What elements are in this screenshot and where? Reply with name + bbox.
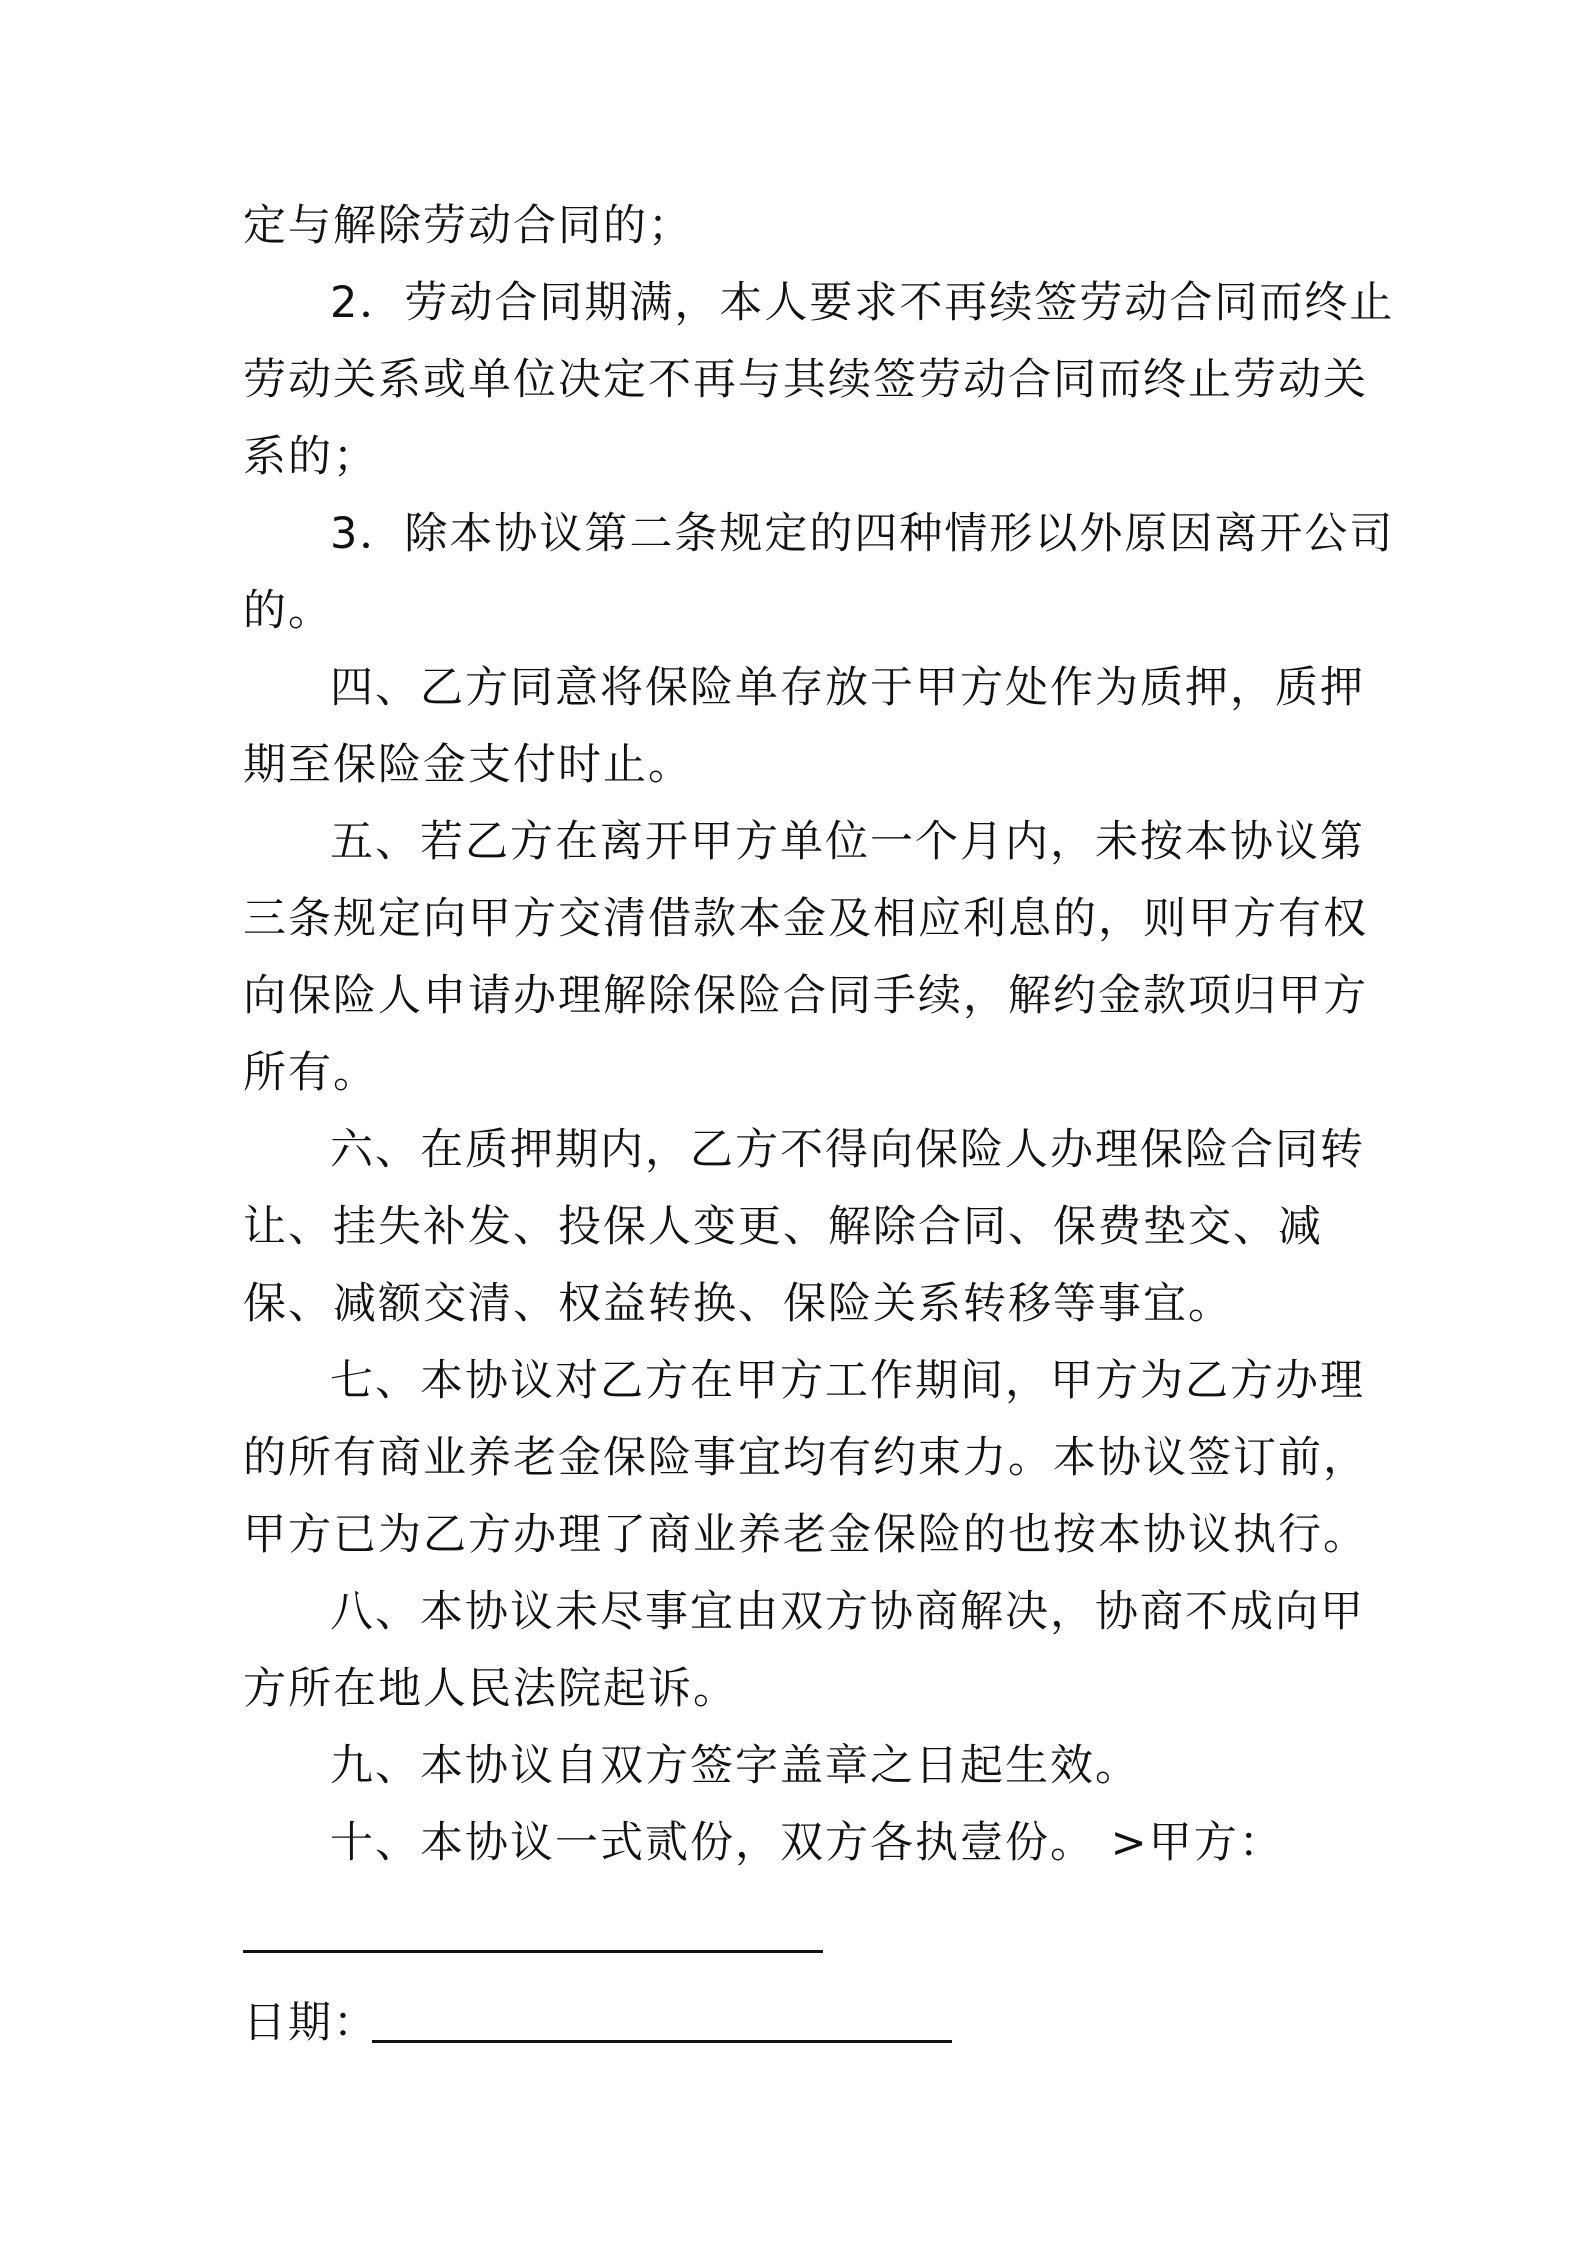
- text-line: 三条规定向甲方交清借款本金及相应利息的，则甲方有权: [243, 894, 1368, 944]
- text-line: 五、若乙方在离开甲方单位一个月内，未按本协议第: [330, 817, 1365, 867]
- text-line: 八、本协议未尽事宜由双方协商解决，协商不成向甲: [330, 1587, 1365, 1637]
- date-label: 日期：: [243, 1998, 378, 2048]
- text-line: 劳动关系或单位决定不再与其续签劳动合同而终止劳动关: [243, 355, 1368, 405]
- text-line: 六、在质押期内，乙方不得向保险人办理保险合同转: [330, 1125, 1365, 1175]
- text-line: 定与解除劳动合同的；: [243, 201, 693, 251]
- text-line: 向保险人申请办理解除保险合同手续，解约金款项归甲方: [243, 971, 1368, 1021]
- date-signature-line: [372, 2040, 952, 2043]
- text-line: 四、乙方同意将保险单存放于甲方处作为质押，质押: [330, 663, 1365, 713]
- text-line: 系的；: [243, 432, 378, 482]
- text-line: 期至保险金支付时止。: [243, 740, 693, 790]
- text-line: 九、本协议自双方签字盖章之日起生效。: [330, 1741, 1140, 1791]
- text-line: 所有。: [243, 1048, 378, 1098]
- text-line: 让、挂失补发、投保人变更、解除合同、保费垫交、减: [243, 1202, 1323, 1252]
- text-line: 2．劳动合同期满，本人要求不再续签劳动合同而终止: [330, 278, 1395, 328]
- text-line: 的。: [243, 586, 333, 636]
- text-line: 十、本协议一式贰份，双方各执壹份。 >甲方：: [330, 1818, 1284, 1868]
- text-line: 甲方已为乙方办理了商业养老金保险的也按本协议执行。: [243, 1510, 1368, 1560]
- text-line: 方所在地人民法院起诉。: [243, 1664, 738, 1714]
- document-body: [243, 188, 1395, 1882]
- text-line: 保、减额交清、权益转换、保险关系转移等事宜。: [243, 1279, 1233, 1329]
- text-line: 3．除本协议第二条规定的四种情形以外原因离开公司: [330, 509, 1395, 559]
- party-a-signature-line: [243, 1950, 823, 1953]
- text-line: 七、本协议对乙方在甲方工作期间，甲方为乙方办理: [330, 1356, 1365, 1406]
- text-line: 的所有商业养老金保险事宜均有约束力。本协议签订前，: [243, 1433, 1368, 1483]
